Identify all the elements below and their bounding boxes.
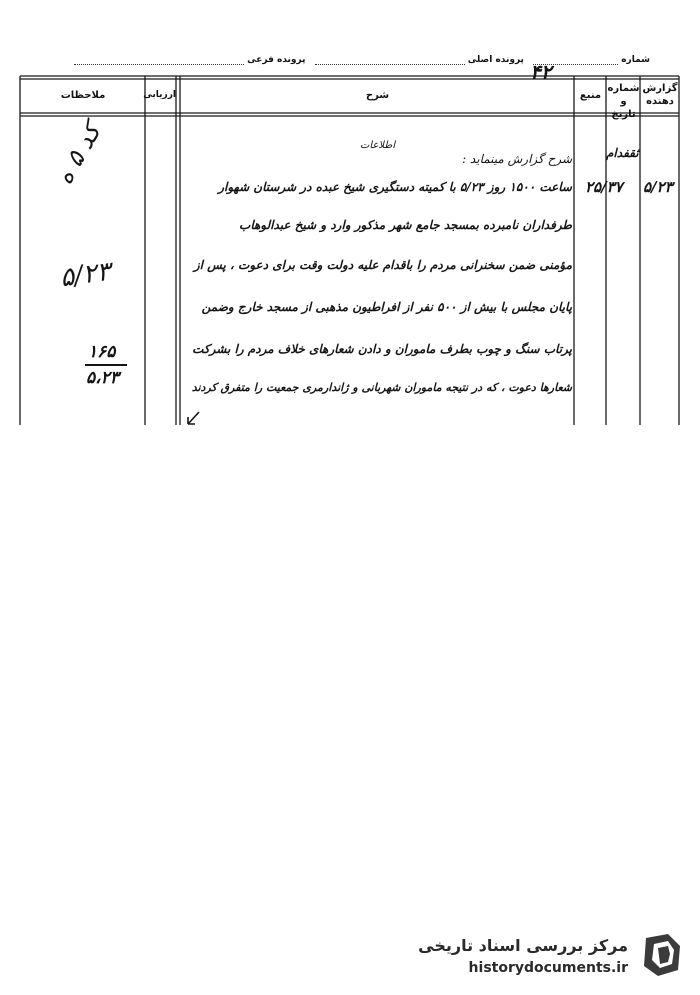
notes-fraction-bottom: ۵،۲۳ — [86, 368, 119, 388]
col-header-source: منبع — [579, 90, 602, 101]
col-header-notes: ملاحظات — [60, 90, 106, 101]
notes-fraction-top: ۱۶۵ — [88, 342, 116, 362]
notes-line-2: ۵/۲۳ — [58, 256, 113, 294]
cell-reporter: ۵/۲۳ — [643, 178, 673, 196]
description-line-4: پایان مجلس با بیش از ۵۰۰ نفر از افراطیون مذهبی از مسجد خارج وضمن — [201, 300, 572, 314]
description-line-6: شعارها دعوت ، که در نتیجه ماموران شهربانی و ژاندارمری جمعیت را متفرق کردند — [191, 381, 572, 394]
col-header-number-date: شماره و تاریخ — [607, 83, 640, 120]
notes-line-1: کد ۵ ه — [50, 118, 107, 189]
watermark-name: مرکز بررسی اسناد تاریخی — [418, 936, 628, 955]
watermark — [410, 930, 690, 980]
watermark-url: historydocuments.ir — [468, 960, 628, 976]
description-line-1: ساعت ۱۵۰۰ روز ۵/۲۳ با کمیته دستگیری شیخ عبده در شرستان شهوار — [218, 180, 572, 194]
archive-logo-icon — [638, 932, 686, 978]
description-line-3: مؤمنی ضمن سخنرانی مردم را باقدام علیه دولت وقت برای دعوت ، پس از — [193, 258, 572, 272]
down-arrow-mark — [183, 410, 203, 428]
col-header-reporter: گزارش دهنده — [642, 83, 678, 107]
col-header-description: شرح — [365, 90, 390, 101]
col-header-evaluation: ارزیابی — [143, 90, 176, 100]
description-line-2: طرفداران نامبرده بمسجد جامع شهر مذکور وارد و شیخ عبدالوهاب — [239, 218, 572, 232]
notes-fraction-bar — [85, 364, 127, 366]
sub-file-label: پرونده فرعی — [247, 55, 306, 65]
main-file-label: پرونده اصلی — [467, 55, 524, 65]
description-heading: شرح گزارش مینماید : — [462, 152, 572, 166]
cell-source: ثقفدام — [606, 146, 639, 160]
description-line-5: پرتاب سنگ و چوب بطرف ماموران و دادن شعارهای خلاف مردم را بشرکت — [192, 342, 572, 356]
cell-number: ۲۵/۳۷ — [585, 178, 623, 196]
description-above: اطلاعات — [360, 140, 396, 151]
number-label: شماره — [621, 55, 650, 65]
handwritten-file-number: ۴۲ — [530, 60, 552, 84]
